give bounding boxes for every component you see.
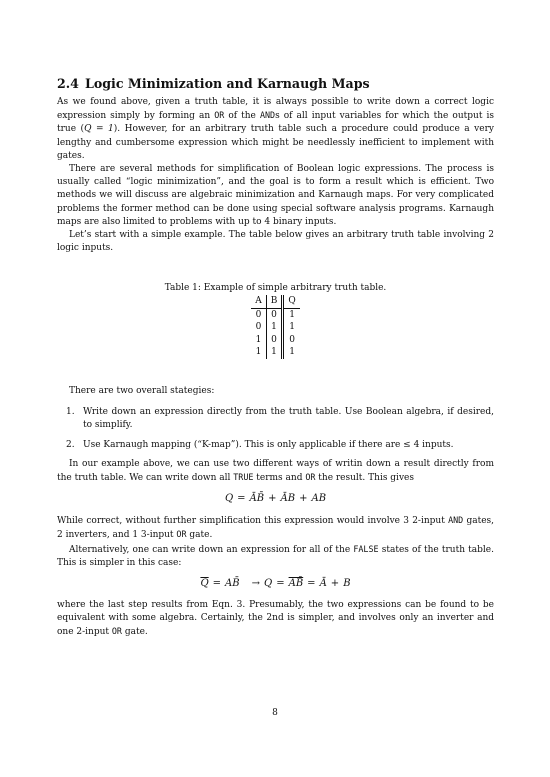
code-or: OR — [305, 471, 316, 482]
text: While correct, without further simplification this expression would involve 3 2-input — [57, 516, 449, 527]
header-b: B — [266, 295, 283, 308]
cell: 1 — [289, 322, 295, 333]
list-number: 1. — [66, 407, 75, 418]
eq-term: Q — [224, 493, 234, 505]
eq-op: + — [268, 493, 277, 505]
list-item — [57, 439, 494, 452]
paragraph-5 — [57, 458, 494, 485]
paragraph-6 — [57, 514, 494, 542]
text: the result. This gives — [315, 472, 414, 483]
eq-term: AB̄ — [288, 577, 304, 589]
paragraph-8 — [57, 599, 494, 640]
list-text: Write down an expression directly from the truth table. Use Boolean algebra, if desired, to simplify. — [83, 407, 494, 431]
eq-term: ĀB̄ — [249, 493, 265, 505]
code-or: OR — [214, 110, 225, 121]
eq-term: AB̄ — [225, 577, 240, 589]
strategy-list — [57, 406, 494, 452]
eq-op: + — [299, 493, 308, 505]
text: s of all input variables for which the output is true ( — [57, 111, 494, 135]
paragraph-3: Let’s start with a simple example. The table below gives an arbitrary truth table involving 2 logic inputs. — [57, 230, 494, 254]
table-row — [251, 334, 300, 347]
inline-math: Q = 1 — [84, 124, 114, 135]
paragraph-4: There are two overall stategies: — [69, 385, 215, 396]
eq-op: = — [276, 577, 285, 589]
section-title: Logic Minimization and Karnaugh Maps — [85, 76, 370, 91]
text: In our example above, we can use two different ways of writin down a result directly from the truth table. We can write down all — [57, 458, 494, 483]
list-text: Use Karnaugh mapping (“K-map”). This is only applicable if there are ≤ 4 inputs. — [83, 439, 454, 450]
cell: 0 — [251, 321, 266, 334]
table-row — [251, 321, 300, 334]
code-and: AND — [259, 110, 276, 121]
text: states of the truth table. This is simpler in this case: — [57, 544, 494, 568]
text: Alternatively, one can write down an expression for all of the — [69, 544, 354, 555]
text: gates, 2 inverters, and 1 3-input — [57, 516, 494, 541]
eq-op: = — [237, 493, 246, 505]
section-number: 2.4 — [57, 76, 79, 91]
page-number: 8 — [272, 708, 278, 718]
code-and: AND — [448, 515, 464, 526]
code-true: TRUE — [233, 471, 254, 482]
table-header-row — [251, 295, 300, 308]
eq-op: = — [212, 577, 222, 589]
text: gate. — [121, 627, 148, 638]
list-item — [57, 406, 494, 432]
text: terms and — [253, 472, 306, 483]
eq-term: ĀB — [280, 493, 296, 505]
section-heading — [57, 76, 494, 91]
cell: 1 — [266, 321, 283, 334]
cell: 0 — [251, 308, 266, 321]
paragraph-1 — [57, 96, 494, 163]
code-or: OR — [111, 626, 122, 637]
text: of the — [224, 111, 260, 122]
eq-term: $\overline{Q}$ — [200, 577, 209, 589]
table-caption: Table 1: Example of simple arbitrary truth table. — [164, 283, 387, 294]
text: gate. — [186, 530, 213, 541]
eq-term: B — [343, 577, 351, 589]
table-row — [251, 308, 300, 321]
code-false: FALSE — [353, 543, 379, 554]
truth-table — [251, 295, 300, 359]
cell: 0 — [289, 334, 295, 345]
cell: 0 — [266, 308, 283, 321]
cell: 1 — [266, 346, 283, 359]
header-q: Q — [283, 295, 300, 308]
table-row — [251, 346, 300, 359]
paragraph-2: There are several methods for simplification of Boolean logic expressions. The process is usually called “logic minimization”, and the goal is to form a result which is efficient. Two methods we will discuss are algebraic minimization and Karnaugh maps. For very complicated problems the former method can be done using special software analysis programs. Karnaugh maps are also limited to problems with up to 4 binary inputs. — [57, 164, 494, 227]
equation-1 — [57, 493, 494, 504]
eq-term: AB — [311, 493, 327, 505]
cell: 1 — [289, 347, 295, 358]
cell: 1 — [289, 309, 295, 320]
list-number: 2. — [66, 439, 75, 450]
text: As we found above, given a truth table, it is always possible to write down a correct logic expression simply by forming an — [57, 97, 494, 122]
eq-term: Ā — [319, 577, 327, 589]
eq-op: = — [307, 577, 316, 589]
eq-op: + — [330, 577, 340, 589]
eq-op: → — [251, 577, 260, 589]
page-content — [57, 76, 494, 640]
cell: 0 — [266, 334, 283, 347]
cell: 1 — [251, 346, 266, 359]
header-a: A — [251, 295, 266, 308]
cell: 1 — [251, 334, 266, 347]
code-or: OR — [176, 529, 187, 540]
text: ). However, for an arbitrary truth table such a procedure could produce a very lengthy and cumbersome expression which might be needlessly inefficient to implement with gates. — [57, 124, 494, 161]
equation-2 — [57, 578, 494, 589]
text: where the last step results from Eqn. 3. Presumably, the two expressions can be found to be equivalent with some algebra. Certainly, the 2nd is simpler, and involves only an inverter and one 2-input — [57, 599, 494, 638]
paragraph-7 — [57, 543, 494, 570]
eq-term: Q — [264, 577, 273, 589]
